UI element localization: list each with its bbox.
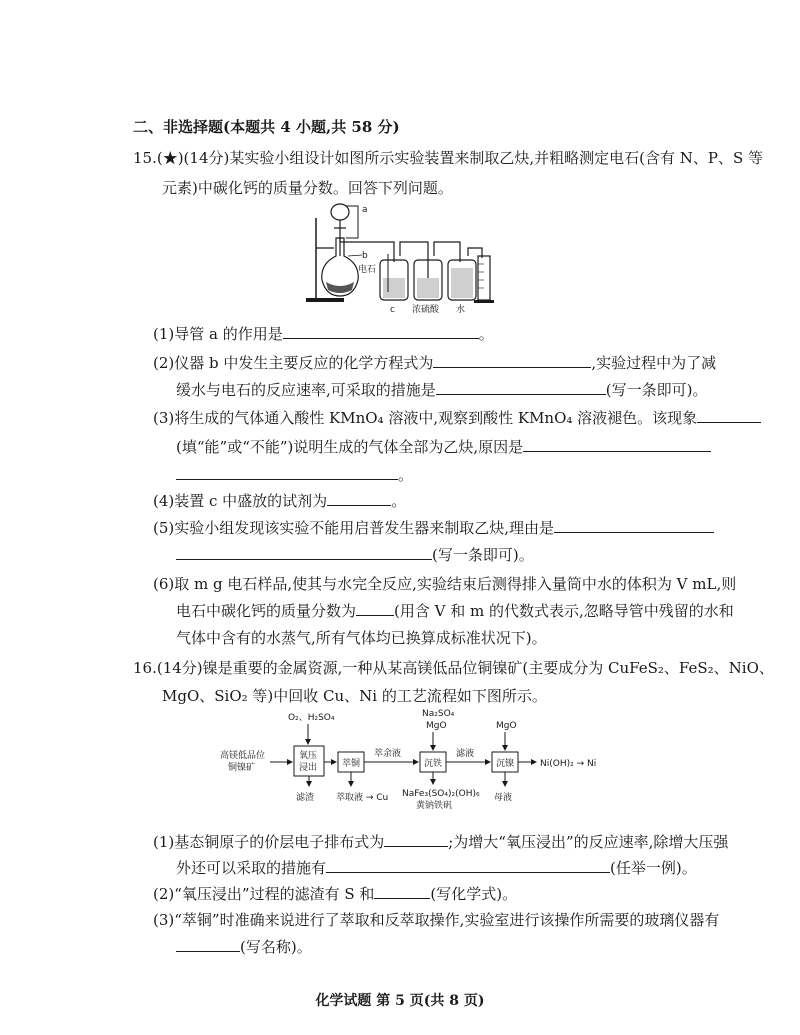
page-footer: 化学试题 第 5 页(共 8 页) [315, 993, 485, 1009]
answer-blank[interactable] [176, 545, 432, 560]
q16-part3-line1: (3)“萃铜”时准确来说进行了萃取和反萃取操作,实验室进行该操作所需要的玻璃仪器有 [153, 911, 720, 929]
answer-blank[interactable] [384, 832, 448, 847]
flow-reagent-2a: Na₂SO₄ [422, 709, 455, 719]
q15-intro-2: 元素)中碳化钙的质量分数。回答下列问题。 [162, 179, 453, 197]
flow-box-4: 沉镍 [496, 759, 515, 769]
q16-part1-line1: (1)基态铜原子的价层电子排布式为 ;为增大“氧压浸出”的反应速率,除增大压强 [153, 833, 729, 851]
q15-apparatus-figure [300, 198, 500, 320]
answer-blank[interactable] [283, 324, 479, 339]
flow-out-3a: NaFe₃(SO₄)₂(OH)₆ [402, 789, 480, 799]
answer-blank[interactable] [697, 408, 761, 423]
answer-blank[interactable] [176, 465, 398, 480]
q16-intro-1: 16.(14分)镍是重要的金属资源,一种从某高镁低品位铜镍矿(主要成分为 CuFeS₂、FeS₂、NiO、 [133, 659, 774, 677]
answer-blank[interactable] [374, 884, 430, 899]
flow-stream-2: 滤液 [456, 749, 475, 759]
label-acid: 浓硫酸 [412, 305, 440, 315]
flow-box-1a: 氧压 [299, 751, 318, 761]
q15-part2-line1: (2)仪器 b 中发生主要反应的化学方程式为 ,实验过程中为了减 [153, 354, 717, 372]
q15-part3-line1: (3)将生成的气体通入酸性 KMnO₄ 溶液中,观察到酸性 KMnO₄ 溶液褪色。该现象 [153, 408, 761, 428]
q15-part2-line2: 缓水与电石的反应速率,可采取的措施是 (写一条即可)。 [176, 381, 708, 399]
q15-part6-line1: (6)取 m g 电石样品,使其与水完全反应,实验结束后测得排入量筒中水的体积为 V mL,则 [153, 575, 737, 593]
flow-input-2: 铜镍矿 [228, 763, 256, 773]
answer-blank[interactable] [554, 518, 714, 533]
answer-blank[interactable] [433, 353, 591, 368]
flow-product: Ni(OH)₂ → Ni [540, 759, 597, 769]
q15-part3-line3: 。 [176, 465, 413, 485]
label-b: b [362, 251, 368, 261]
answer-blank[interactable] [326, 858, 610, 873]
section-title: 二、非选择题(本题共 4 小题,共 58 分) [133, 118, 400, 136]
q15-part1: (1)导管 a 的作用是 。 [153, 325, 494, 343]
flow-box-1b: 浸出 [299, 763, 318, 773]
q15-part6-line3: 气体中含有的水蒸气,所有气体均已换算成标准状况下)。 [176, 629, 547, 647]
answer-blank[interactable] [327, 491, 391, 506]
q15-part3-line2: (填“能”或“不能”)说明生成的气体全部为乙炔,原因是 [176, 437, 711, 457]
q15-part5-line1: (5)实验小组发现该实验不能用启普发生器来制取乙炔,理由是 [153, 518, 714, 538]
answer-blank[interactable] [436, 380, 606, 395]
q16-part3-line2: (写名称)。 [176, 937, 312, 957]
flow-reagent-2b: MgO [426, 721, 447, 731]
flow-stream-1: 萃余液 [374, 749, 402, 759]
flow-out-2: 萃取液 → Cu [336, 793, 389, 803]
q16-part2: (2)“氧压浸出”过程的滤渣有 S 和 (写化学式)。 [153, 885, 518, 903]
flow-input-1: 高镁低品位 [220, 751, 266, 761]
label-water: 水 [456, 305, 466, 315]
q15-part4: (4)装置 c 中盛放的试剂为 。 [153, 492, 407, 510]
label-c: c [390, 305, 395, 315]
flow-box-2: 萃铜 [342, 759, 361, 769]
q15-part5-line2: (写一条即可)。 [176, 545, 534, 565]
answer-blank[interactable] [176, 937, 240, 952]
q15-intro-1: 15.(★)(14分)某实验小组设计如图所示实验装置来制取乙炔,并粗略测定电石(含有 N、P、S 等 [133, 149, 764, 167]
flow-out-3b: 黄钠铁矾 [416, 801, 453, 811]
answer-blank[interactable] [356, 601, 394, 616]
label-a: a [362, 205, 368, 215]
flow-out-4: 母液 [494, 793, 513, 803]
answer-blank[interactable] [523, 437, 711, 452]
q16-flow-diagram [218, 706, 618, 814]
q16-part1-line2: 外还可以采取的措施有 (任举一例)。 [176, 859, 697, 877]
flow-reagent-1: O₂、H₂SO₄ [288, 713, 335, 723]
flow-box-3: 沉铁 [424, 759, 443, 769]
flow-out-1: 滤渣 [296, 793, 315, 803]
q15-part6-line2: 电石中碳化钙的质量分数为 (用含 V 和 m 的代数式表示,忽略导管中残留的水和 [176, 602, 734, 620]
q16-intro-2: MgO、SiO₂ 等)中回收 Cu、Ni 的工艺流程如下图所示。 [162, 687, 547, 705]
flow-reagent-3: MgO [496, 721, 517, 731]
label-stone: 电石 [358, 265, 377, 275]
